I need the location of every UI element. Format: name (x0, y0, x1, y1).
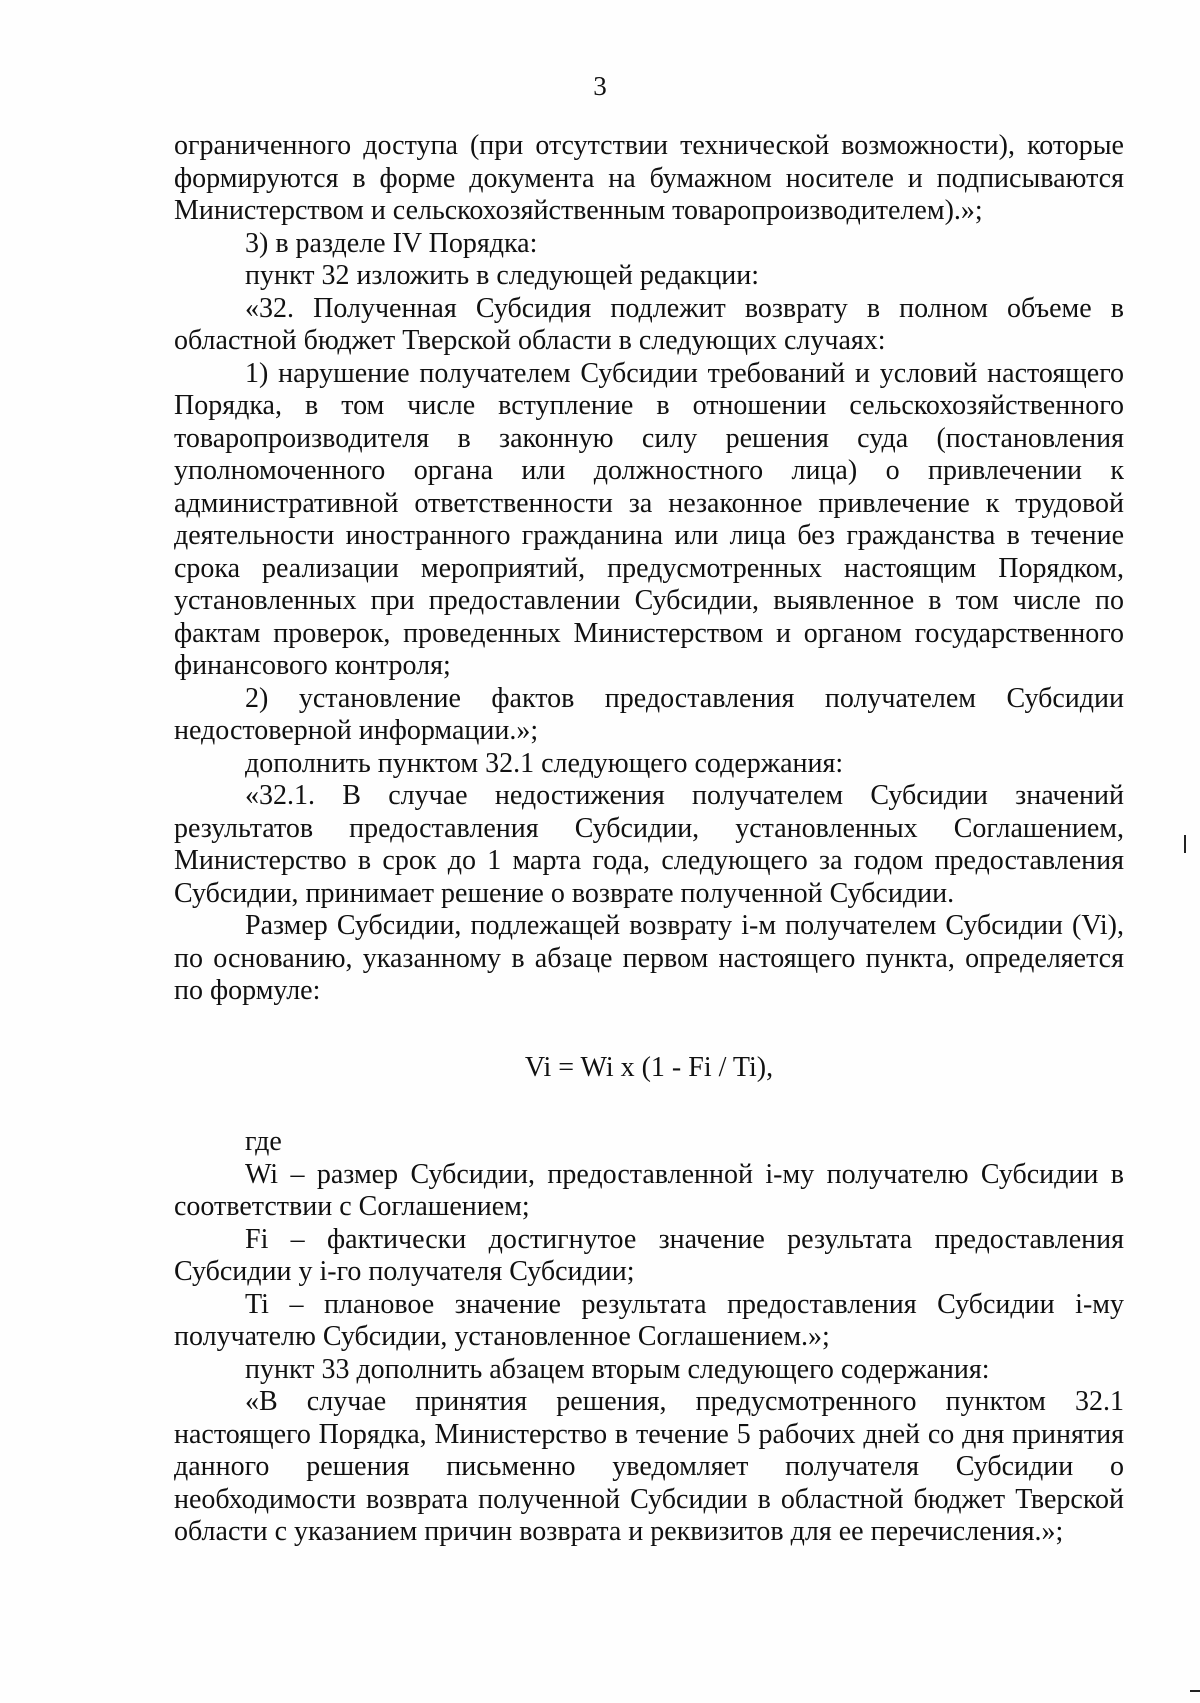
paragraph-item-33-intro: пункт 33 дополнить абзацем вторым следующего содержания: (245, 1353, 990, 1385)
definition-wi: Wi – размер Субсидии, предоставленной i-му получателю Субсидии в соответствии с Соглашением; (174, 1158, 1124, 1222)
paragraph-case-2: 2) установление фактов предоставления получателем Субсидии недостоверной информации.»; (174, 682, 1124, 746)
paragraph-continuation: ограниченного доступа (при отсутствии технической возможности), которые формируются в форме документа на бумажном носителе и подписываются Министерством и сельскохозяйственным товаропроизводителем).»; (174, 130, 1124, 226)
scan-edge-mark (1190, 1690, 1200, 1692)
document-body (174, 130, 1124, 1549)
scan-edge-mark (1184, 835, 1186, 853)
refund-formula: Vi = Wi x (1 - Fi / Ti), (524, 1051, 774, 1083)
paragraph-item-32-1: «32.1. В случае недостижения получателем Субсидии значений результатов предоставления Субсидии, установленных Соглашением, Министерство в срок до 1 марта года, следующего за годом предоставления Субсидии, принимает решение о возврате полученной Субсидии. (174, 780, 1124, 909)
paragraph-item-32-intro: пункт 32 изложить в следующей редакции: (245, 260, 759, 291)
paragraph-item-33: «В случае принятия решения, предусмотренного пунктом 32.1 настоящего Порядка, Министерство в течение 5 рабочих дней со дня принятия данного решения письменно уведомляет получателя Субсидии о необходимости возврата полученной Субсидии в областной бюджет Тверской области с указанием причин возврата и реквизитов для ее перечисления.»; (174, 1386, 1124, 1547)
paragraph-case-1: 1) нарушение получателем Субсидии требований и условий настоящего Порядка, в том числе вступление в отношении сельскохозяйственного товаропроизводителя в законную силу решения суда (постановления уполномоченного органа или должностного лица) о привлечении к административной ответственности за незаконное привлечение к трудовой деятельности иностранного гражданина или лица без гражданства в течение срока реализации мероприятий, предусмотренных настоящим Порядком, установленных при предоставлении Субсидии, выявленное в том числе по фактам проверок, проведенных Министерством и органом государственного финансового контроля; (174, 357, 1124, 681)
definition-fi: Fi – фактически достигнутое значение результата предоставления Субсидии у i-го получателя Субсидии; (174, 1223, 1124, 1287)
paragraph-refund-size: Размер Субсидии, подлежащей возврату i-м получателем Субсидии (Vi), по основанию, указанному в абзаце первом настоящего пункта, определяется по формуле: (174, 910, 1124, 1006)
paragraph-section-iv: 3) в разделе IV Порядка: (245, 227, 538, 259)
paragraph-where: где (245, 1126, 282, 1157)
paragraph-item-32-1-intro: дополнить пунктом 32.1 следующего содержания: (245, 747, 844, 779)
paragraph-item-32: «32. Полученная Субсидия подлежит возврату в полном объеме в областной бюджет Тверской области в следующих случаях: (174, 292, 1124, 356)
page-number: 3 (593, 71, 607, 101)
definition-ti: Ti – плановое значение результата предоставления Субсидии i-му получателю Субсидии, установленное Соглашением.»; (174, 1288, 1124, 1352)
